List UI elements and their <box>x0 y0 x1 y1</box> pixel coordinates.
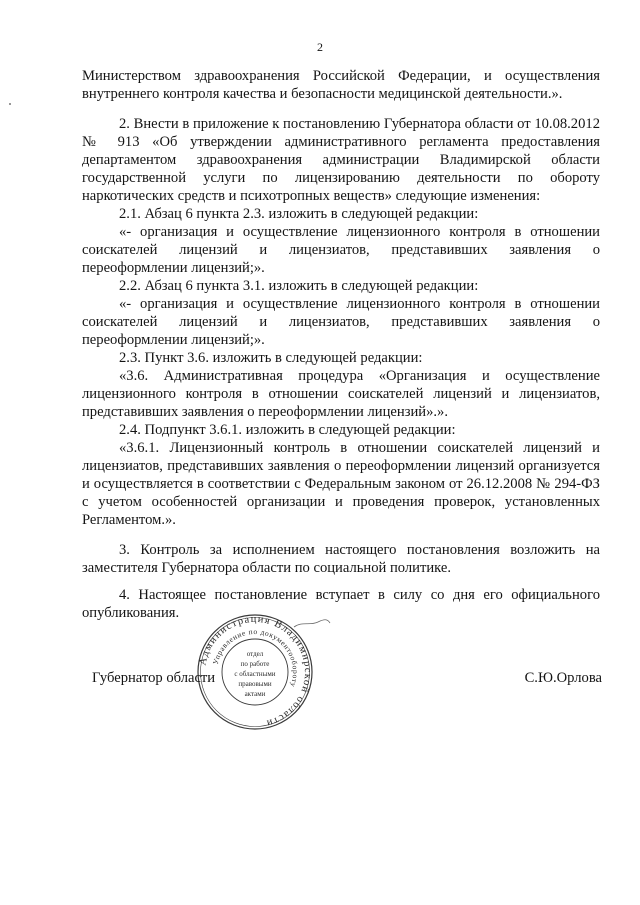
stamp-inner-text: Управление по документообороту <box>210 626 301 689</box>
stamp-outer-text: Администрация Владимирской области <box>197 613 314 729</box>
paragraph-item-4: 4. Настоящее постановление вступает в силу со дня его официального опубликования. <box>82 587 600 621</box>
stamp-center-line-5: актами <box>244 690 266 698</box>
paragraph-item-2-3: 2.3. Пункт 3.6. изложить в следующей редакции: <box>119 350 423 366</box>
paragraph-item-2-2: 2.2. Абзац 6 пункта 3.1. изложить в следующей редакции: <box>119 278 479 294</box>
stamp-center-line-4: правовыми <box>238 680 272 688</box>
paragraph-item-2-4-text: «3.6.1. Лицензионный контроль в отношении соискателей лицензий и лицензиатов, представивших заявления о переоформлении лицензий организуется и осуществляется в соответствии с Федеральным законом от 26.12.2008 № 294-ФЗ с учетом особенностей организации и проведения проверок, установленных Регламентом.». <box>82 440 600 528</box>
paragraph-item-2-2-text: «- организация и осуществление лицензионного контроля в отношении соискателей лицензий и лицензиатов, представивших заявления о переоформлении лицензий;». <box>82 296 600 348</box>
paragraph-item-2: 2. Внести в приложение к постановлению Губернатора области от 10.08.2012 № 913 «Об утверждении административного регламента предоставления департаментом здравоохранения администрации Владимирской области государственной услуги по лицензированию деятельности по обороту наркотических средств и психотропных веществ» следующие изменения: <box>82 116 600 204</box>
paragraph-item-3: 3. Контроль за исполнением настоящего постановления возложить на заместителя Губернатора области по социальной политике. <box>82 542 600 576</box>
stamp-center-line-1: отдел <box>246 650 264 658</box>
paragraph-item-2-3-text: «3.6. Административная процедура «Организация и осуществление лицензионного контроля в отношении соискателей лицензий и лицензиатов, представивших заявления о переоформлении лицензий».». <box>82 368 600 420</box>
paragraph-item-2-1-text: «- организация и осуществление лицензионного контроля в отношении соискателей лицензий и лицензиатов, представивших заявления о переоформлении лицензий;». <box>82 224 600 276</box>
document-body <box>82 67 600 622</box>
pen-mark-icon <box>292 617 332 631</box>
signatory-name: С.Ю.Орлова <box>524 670 602 686</box>
page-number: 2 <box>317 40 323 54</box>
stamp-center-line-3: с областными <box>234 670 276 678</box>
paragraph-item-2-1: 2.1. Абзац 6 пункта 2.3. изложить в следующей редакции: <box>119 206 479 222</box>
scan-speck <box>9 103 11 105</box>
signatory-title: Губернатор области <box>92 670 216 686</box>
paragraph-continuation: Министерством здравоохранения Российской Федерации, и осуществления внутреннего контроля качества и безопасности медицинской деятельности.». <box>82 68 600 102</box>
stamp-center-line-2: по работе <box>240 660 270 668</box>
paragraph-item-2-4: 2.4. Подпункт 3.6.1. изложить в следующей редакции: <box>119 422 456 438</box>
